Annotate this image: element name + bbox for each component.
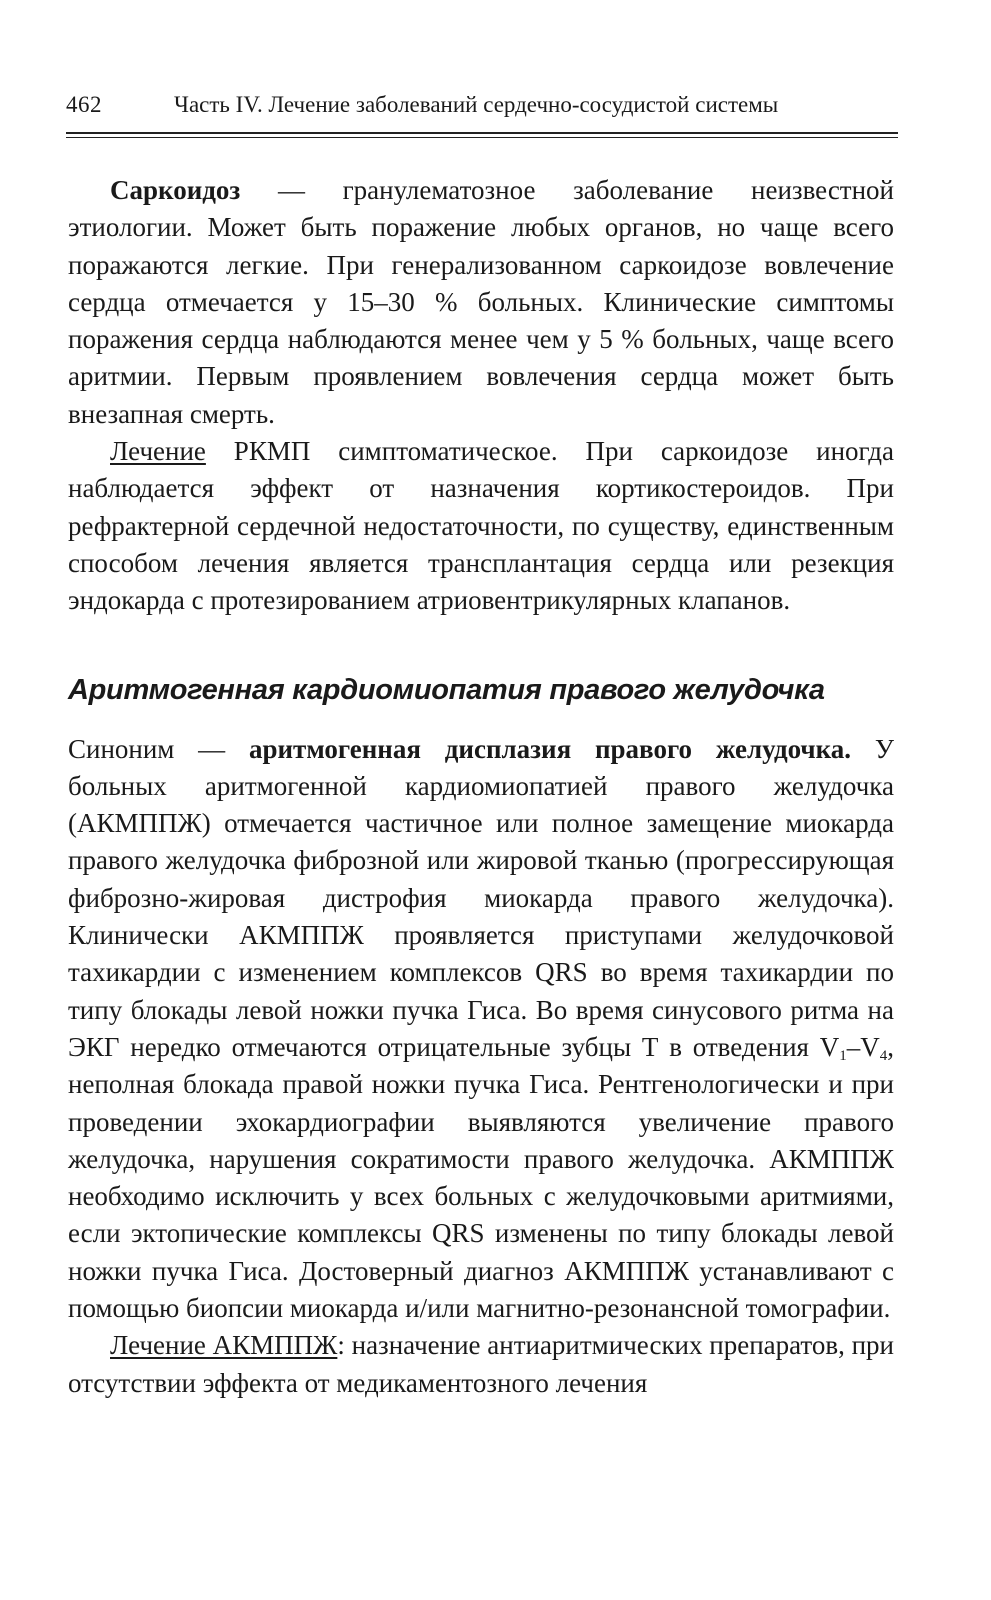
sarcoidosis-definition: — гранулематозное заболевание неизвестной этиологии. Может быть поражение любых органов, но чаще всего поражаются легкие. При генерализованном саркоидозе вовлечение сердца отмечается у 15–30 % больных. Клинические симптомы поражения сердца наблюдаются менее чем у 5 % больных, чаще всего аритмии. Первым проявлением вовлечения сердца может быть внезапная смерть. (68, 175, 894, 429)
lead-subscript-4: 4 (879, 1047, 888, 1064)
running-title: Часть IV. Лечение заболеваний сердечно-сосудистой системы (174, 92, 779, 117)
section-heading: Аритмогенная кардиомиопатия правого желудочка (68, 673, 825, 706)
rcmp-treatment-text: РКМП симптоматическое. При саркоидозе иногда наблюдается эффект от назначения кортикостероидов. При рефрактерной сердечной недостаточности, по существу, единственным способом лечения является трансплантация сердца или резекция эндокарда с протезированием атриовентрикулярных клапанов. (68, 436, 894, 616)
paragraph-sarcoidosis (68, 172, 894, 433)
paragraph-rcmp-treatment (68, 433, 894, 619)
treatment-label: Лечение (110, 436, 206, 467)
header-rule (66, 132, 898, 138)
arvc-treatment-label: Лечение АКМППЖ (110, 1330, 338, 1361)
page-header (66, 92, 898, 126)
lead-subscript-1: 1 (839, 1047, 847, 1064)
arvc-text-1: У больных аритмогенной кардиомиопатией правого желудочка (АКМППЖ) отмечается частичное или полное замещение миокарда правого желудочка фиброзной или жировой тканью (прогрессирующая фиброзно-жировая дистрофия миокарда правого желудочка). Клинически АКМППЖ проявляется приступами желудочковой тахикардии с изменением комплексов QRS во время тахикардии по типу блокады левой ножки пучка Гиса. Во время синусового ритма на ЭКГ нередко отмечаются отрицательные зубцы Т в отведения V (68, 733, 894, 1062)
page-body (68, 172, 894, 1402)
page-number: 462 (66, 92, 102, 117)
paragraph-arvc (68, 731, 894, 1328)
lead-dash: –V (846, 1031, 880, 1062)
arvc-text-2: , неполная блокада правой ножки пучка Гиса. Рентгенологически и при проведении эхокардиографии выявляются увеличение правого желудочка, нарушения сократимости правого желудочка. АКМППЖ необходимо исключить у всех больных с желудочковыми аритмиями, если эктопические комплексы QRS изменены по типу блокады левой ножки пучка Гиса. Достоверный диагноз АКМППЖ устанавливают с помощью биопсии миокарда и/или магнитно-резонансной томографии. (68, 1031, 894, 1324)
synonym-label: Синоним — (68, 733, 249, 764)
term-sarcoidosis: Саркоидоз (110, 175, 241, 205)
synonym-term: аритмогенная дисплазия правого желудочка. (248, 733, 852, 764)
paragraph-arvc-treatment (68, 1327, 894, 1402)
arvc-treatment-text: : назначение антиаритмических препаратов, при отсутствии эффекта от медикаментозного лечения (68, 1330, 895, 1398)
